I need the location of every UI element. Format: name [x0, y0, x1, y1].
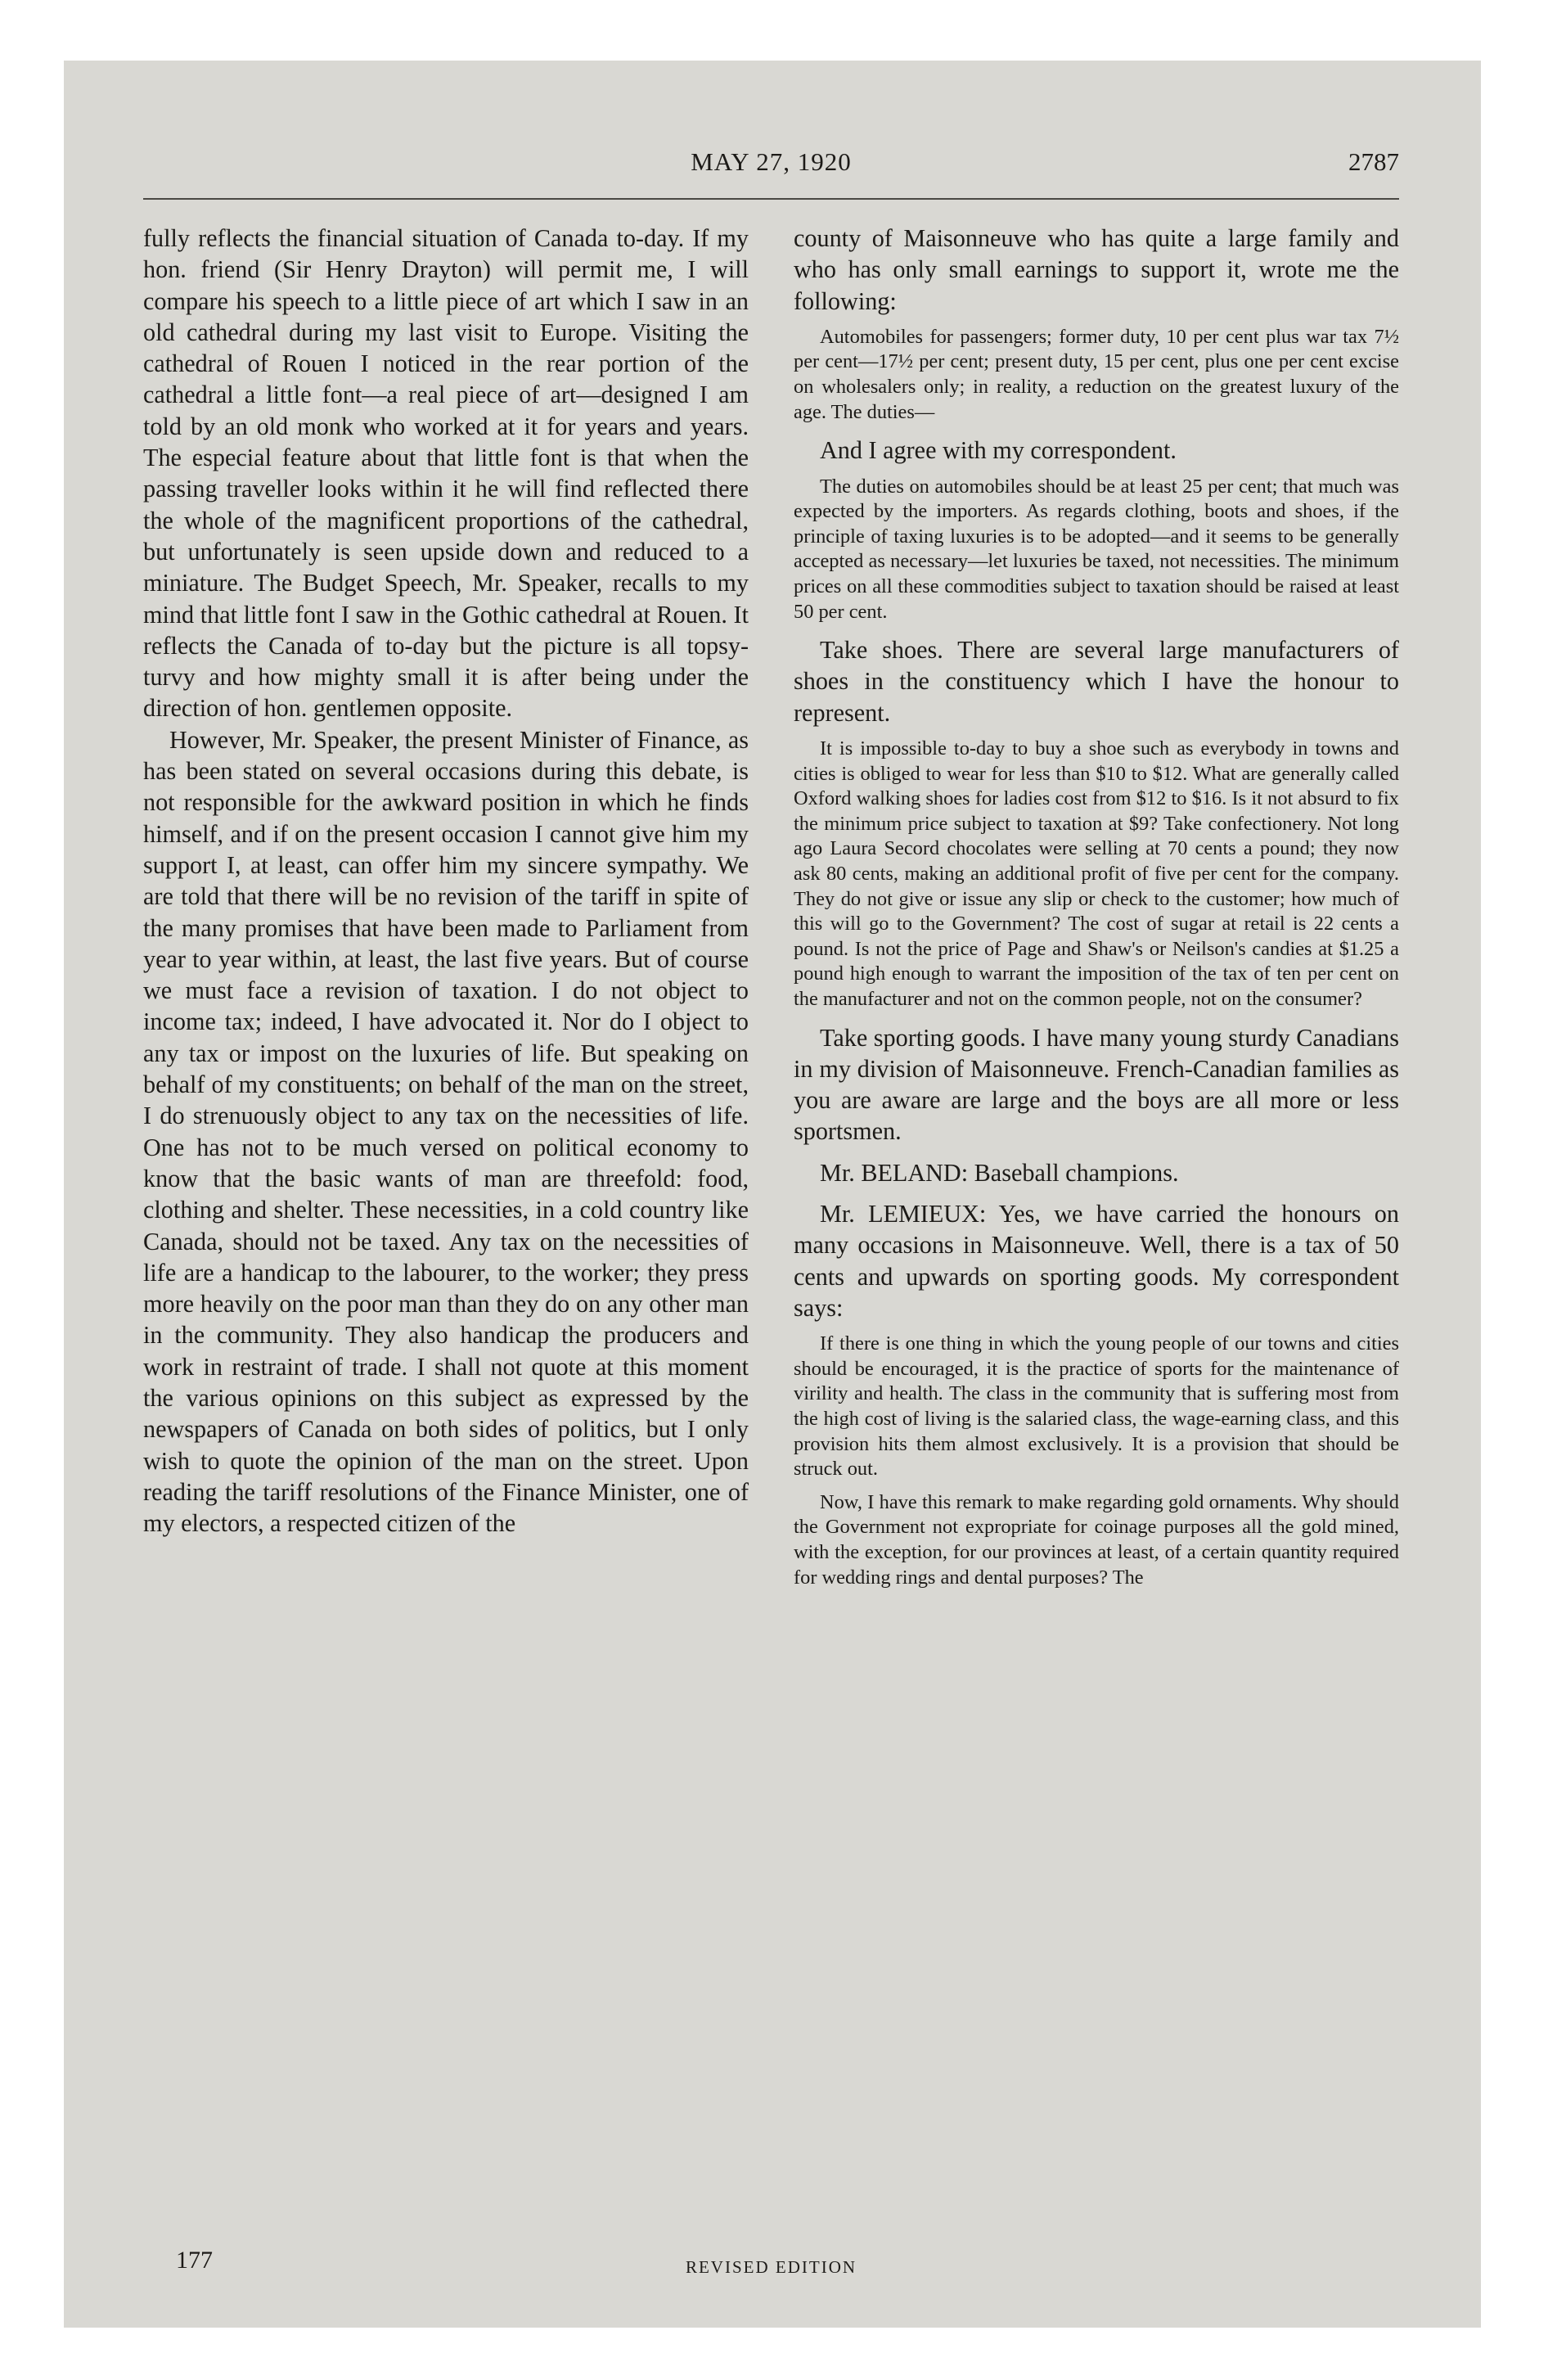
hansard-page [143, 147, 1399, 2308]
right-quote-2: The duties on automobiles should be at least 25 per cent; that much was expected by the importers. As regards clothing, boots and shoes, if the principle of taxing luxuries is to be adopted—and it seems to be generally accepted as necessary—let luxuries be taxed, not necessities. The minimum prices on all these commodities subject to taxation should be raised at least 50 per cent. [794, 475, 1399, 623]
right-speech-5: Mr. BELAND: Baseball champions. [820, 1158, 1179, 1187]
right-speech-1: county of Maisonneuve who has quite a large family and who has only small earnings to support it, wrote me the following: [794, 224, 1399, 315]
left-paragraph-1: fully reflects the financial situation of Canada to-day. If my hon. friend (Sir Henry Drayton) will permit me, I will compare his speech to a little piece of art which I saw in an old cathedral during my last visit to Europe. Visiting the cathedral of Rouen I noticed in the rear portion of the cathedral a little font—a real piece of art—designed I am told by an old monk who worked at it for years and years. The especial feature about that little font is that when the passing traveller looks within it he will find reflected there the whole of the magnificent proportions of the cathedral, but unfortunately is seen upside down and reduced to a miniature. The Budget Speech, Mr. Speaker, recalls to my mind that little font I saw in the Gothic cathedral at Rouen. It reflects the Canada of to-day but the picture is all topsy-turvy and how mighty small it is after being under the direction of hon. gentlemen opposite. [143, 224, 749, 723]
right-speech-6: Mr. LEMIEUX: Yes, we have carried the honours on many occasions in Maisonneuve. Well, there is a tax of 50 cents and upwards on sporting goods. My correspondent says: [794, 1200, 1399, 1322]
two-column-body [143, 223, 1399, 1590]
right-quote-3: It is impossible to-day to buy a shoe such as everybody in towns and cities is obliged to wear for less than $10 to $12. What are generally called Oxford walking shoes for ladies cost from $12 to $16. Is it not absurd to fix the minimum price subject to taxation at $9? Take confectionery. Not long ago Laura Secord chocolates were selling at 70 cents a pound; they now ask 80 cents, making an additional profit of five per cent for the company. They do not give or issue any slip or check to the customer; how much of this will go to the Government? The cost of sugar at retail is 22 cents a pound. Is not the price of Page and Shaw's or Neilson's candies at $1.25 a pound high enough to warrant the imposition of the tax of ten per cent on the manufacturer and not on the common people, not on the consumer? [794, 737, 1399, 1010]
right-speech-3: Take shoes. There are several large manufacturers of shoes in the constituency which I have the honour to represent. [794, 636, 1399, 727]
page-number: 2787 [1348, 147, 1399, 176]
left-column [143, 223, 749, 1590]
right-quote-5: Now, I have this remark to make regarding gold ornaments. Why should the Government not expropriate for coinage purposes all the gold mined, with the exception, for our provinces at least, of a certain quantity required for wedding rings and dental purposes? The [794, 1490, 1399, 1589]
right-column [794, 223, 1399, 1590]
right-speech-4: Take sporting goods. I have many young sturdy Canadians in my division of Maisonneuve. French-Canadian families as you are aware are large and the boys are all more or less sportsmen. [794, 1023, 1400, 1146]
edition-label: REVISED EDITION [685, 2257, 857, 2277]
right-speech-2: And I agree with my correspondent. [820, 436, 1177, 465]
running-head-date: MAY 27, 1920 [691, 147, 852, 176]
page-header [143, 147, 1399, 200]
right-quote-1: Automobiles for passengers; former duty, 10 per cent plus war tax 7½ per cent—17½ per cent; present duty, 15 per cent, plus one per cent excise on wholesalers only; in reality, a reduction on the greatest luxury of the age. The duties— [794, 325, 1399, 423]
signature-number: 177 [176, 2247, 213, 2274]
left-paragraph-2: However, Mr. Speaker, the present Minister of Finance, as has been stated on several occasions during this debate, is not responsible for the awkward position in which he finds himself, and if on the present occasion I cannot give him my support I, at least, can offer him my sincere sympathy. We are told that there will be no revision of the tariff in spite of the many promises that have been made to Parliament from year to year within, at least, the last five years. But of course we must face a revision of taxation. I do not object to income tax; indeed, I have advocated it. Nor do I object to any tax or impost on the luxuries of life. But speaking on behalf of my constituents; on behalf of the man on the street, I do strenuously object to any tax on the necessities of life. One has not to be much versed on political economy to know that the basic wants of man are threefold: food, clothing and shelter. These necessities, in a cold country like Canada, should not be taxed. Any tax on the necessities of life are a handicap to the labourer, to the worker; they press more heavily on the poor man than they do on any other man in the community. They also handicap the producers and work in restraint of trade. I shall not quote at this moment the various opinions on this subject as expressed by the newspapers of Canada on both sides of politics, but I only wish to quote the opinion of the man on the street. Upon reading the tariff resolutions of the Finance Minister, one of my electors, a respected citizen of the [143, 725, 749, 1538]
right-quote-4: If there is one thing in which the young people of our towns and cities should be encouraged, it is the practice of sports for the maintenance of virility and health. The class in the community that is suffering most from the high cost of living is the salaried class, the wage-earning class, and this provision hits them almost exclusively. It is a provision that should be struck out. [794, 1332, 1399, 1481]
